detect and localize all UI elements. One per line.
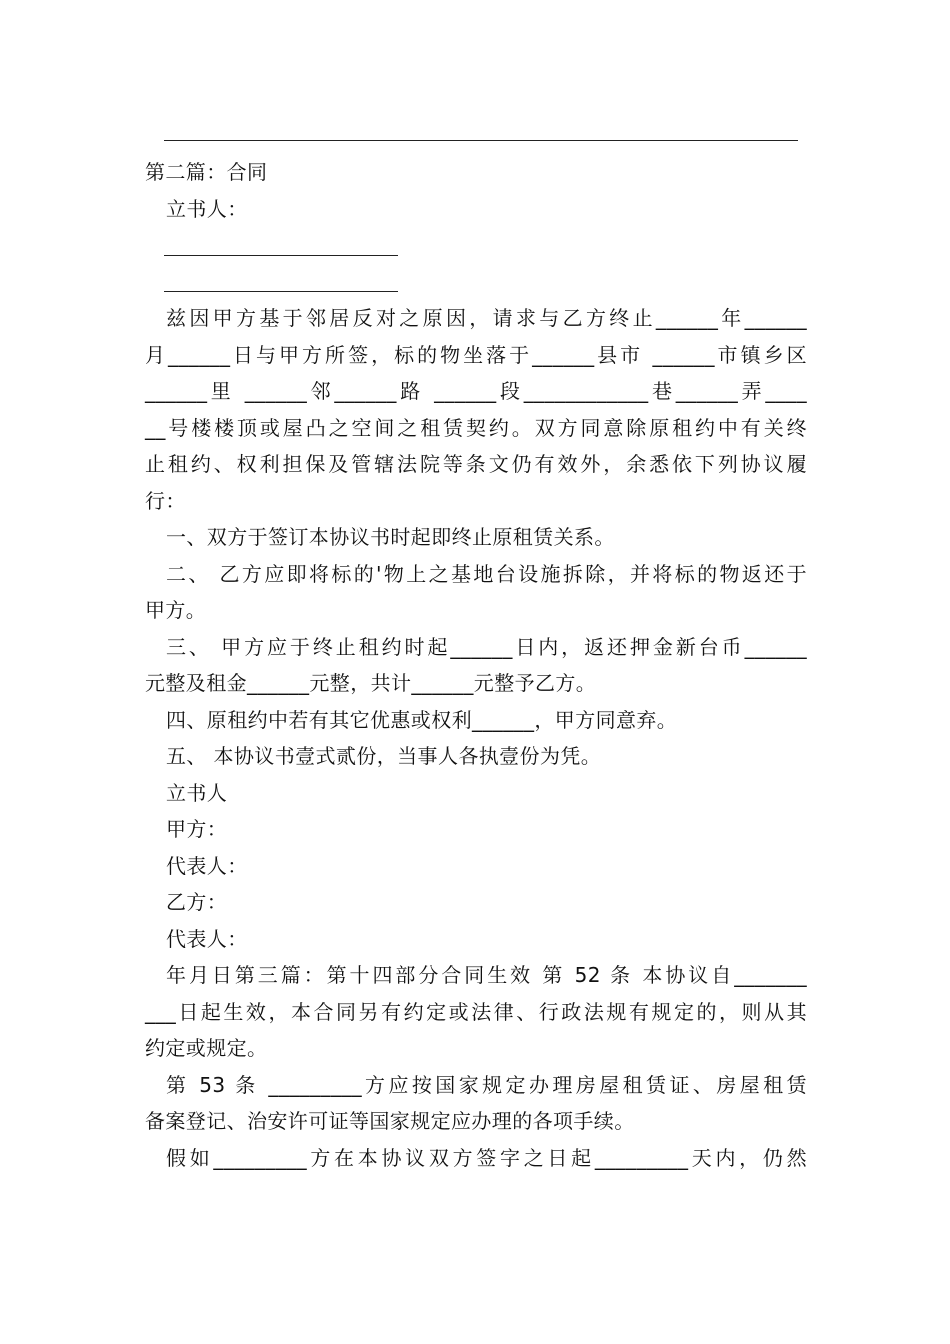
clause-line: 三、 甲方应于终止租约时起______日内，返还押金新台币______ [166, 634, 807, 659]
clause-line: 四、原租约中若有其它优惠或权利______，甲方同意弃。 [166, 707, 678, 732]
blank-spacer-1 [145, 227, 807, 264]
clause-line: 元整及租金______元整，共计______元整予乙方。 [145, 671, 597, 695]
section-three-line: ___日起生效，本合同另有约定或法律、行政法规有规定的，则从其 [145, 999, 807, 1024]
section-three-line: 备案登记、治安许可证等国家规定应办理的各项手续。 [145, 1109, 635, 1133]
blank-spacer-2 [145, 264, 807, 301]
paragraph-line: 止租约、权利担保及管辖法院等条文仍有效外，余悉依下列协议履 [145, 452, 807, 476]
clause-line: 二、 乙方应即将标的'物上之基地台设施拆除，并将标的物返还于 [166, 561, 807, 586]
section-heading: 第二篇：合同 [145, 160, 268, 184]
paragraph-line: ______里 ______邻______路 ______段____________巷______弄____ [145, 379, 807, 403]
document-body [145, 154, 807, 1176]
clause-line: 五、 本协议书壹式贰份，当事人各执壹份为凭。 [166, 744, 602, 768]
paragraph-line: 兹因甲方基于邻居反对之原因，请求与乙方终止______年______ [166, 306, 807, 330]
signature-line: 代表人： [166, 853, 248, 878]
clause-line: 甲方。 [145, 598, 207, 622]
clause-line: 一、双方于签订本协议书时起即终止原租赁关系。 [166, 525, 615, 549]
paragraph-line: __号楼楼顶或屋凸之空间之租赁契约。双方同意除原租约中有关终 [145, 415, 807, 440]
paragraph-line: 行： [145, 488, 186, 513]
signature-line: 立书人 [166, 780, 228, 805]
section-three-line: 第 53 条 _________方应按国家规定办理房屋租赁证、房屋租赁 [166, 1072, 807, 1097]
signature-line: 乙方： [166, 890, 228, 914]
signature-line: 代表人： [166, 926, 248, 951]
top-blank-rule [164, 140, 798, 141]
signature-line: 甲方： [166, 817, 228, 841]
section-three-line: 假如_________方在本协议双方签字之日起_________天内，仍然 [166, 1145, 807, 1170]
section-three-line: 年月日第三篇：第十四部分合同生效 第 52 条 本协议自_______ [166, 963, 807, 987]
section-three-line: 约定或规定。 [145, 1036, 268, 1060]
li-shu-ren-label: 立书人： [166, 196, 248, 221]
paragraph-line: 月______日与甲方所签，标的物坐落于______县市 ______市镇乡区 [145, 342, 807, 367]
